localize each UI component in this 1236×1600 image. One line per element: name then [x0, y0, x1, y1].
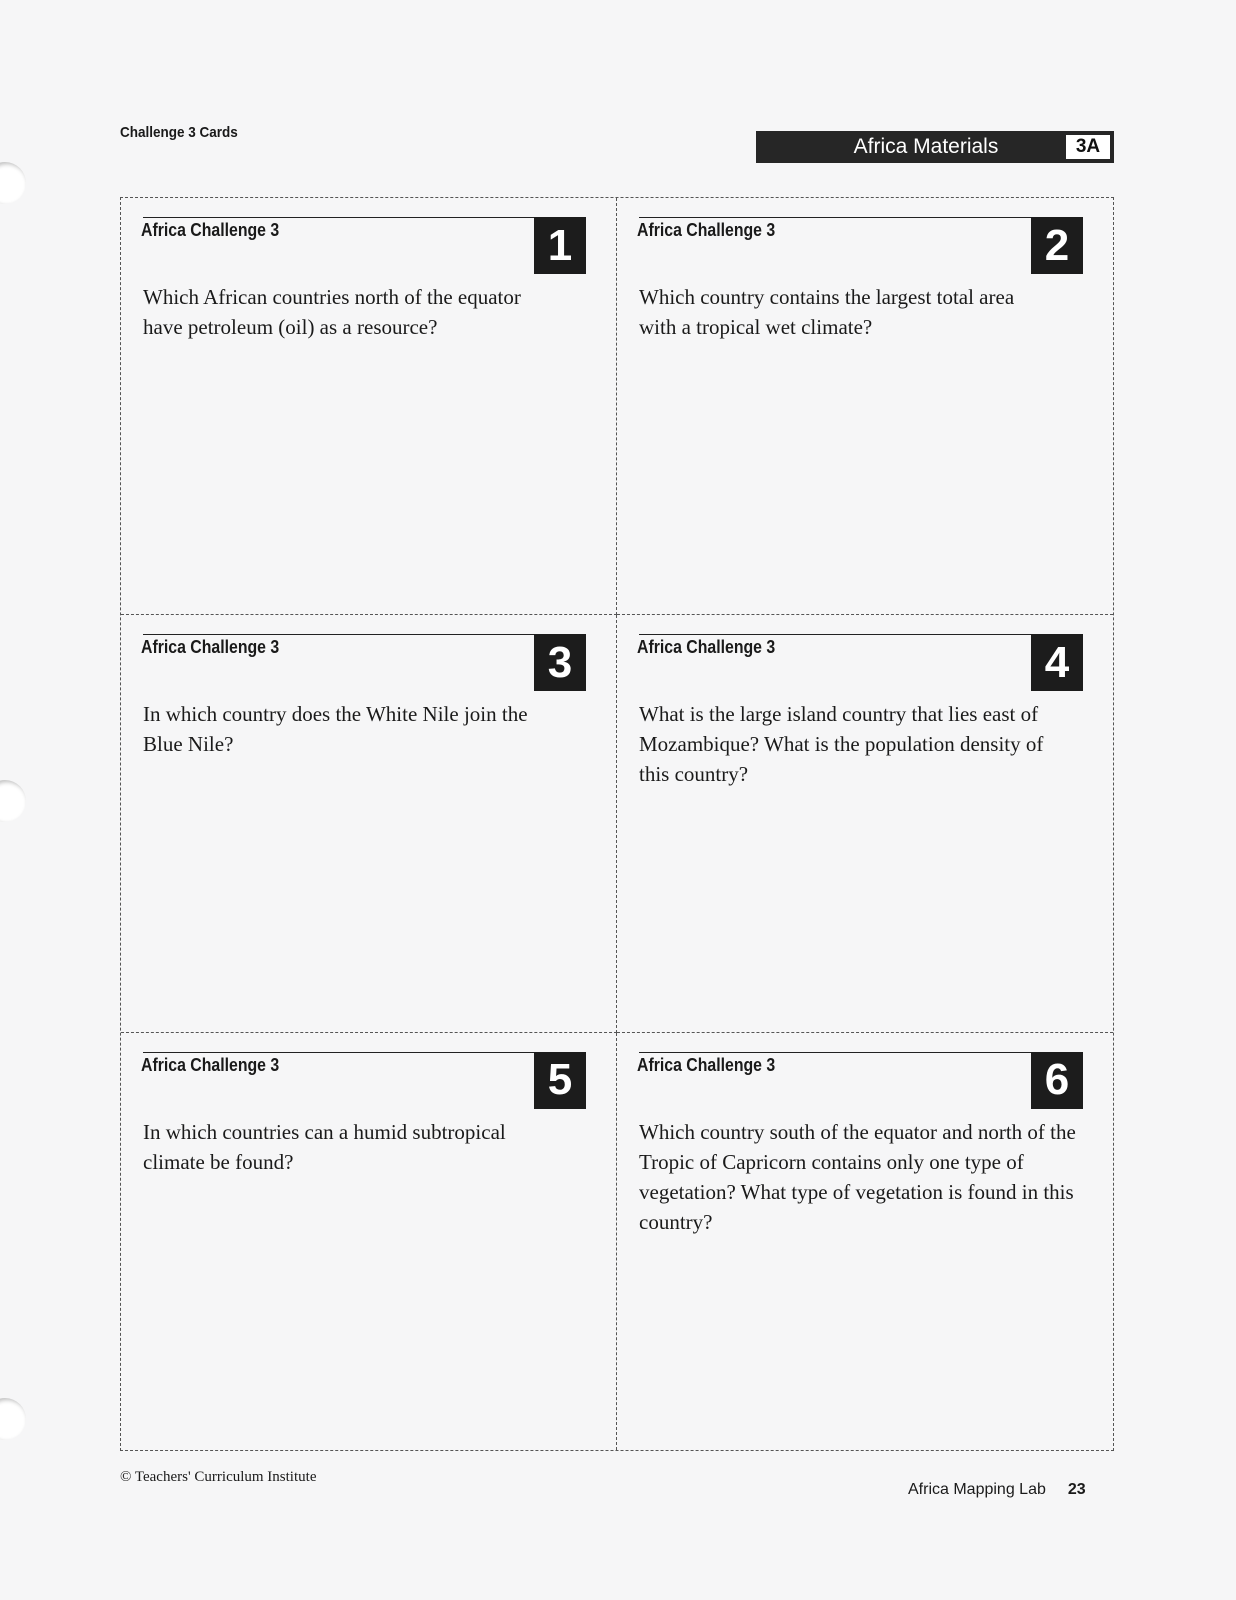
- page-footer: [908, 1481, 1086, 1499]
- challenge-card-6: [617, 1033, 1113, 1450]
- challenge-card-1: [121, 198, 617, 615]
- card-question: Which country contains the largest total area with a tropical wet climate?: [639, 285, 1015, 339]
- banner-title: Africa Materials: [853, 135, 999, 158]
- card-rule: [143, 634, 586, 635]
- challenge-card-5: [121, 1033, 617, 1450]
- section-label: Challenge 3 Cards: [120, 124, 238, 141]
- card-title: Africa Challenge 3: [637, 637, 776, 658]
- card-question: What is the large island country that lies east of Mozambique? What is the population density of this country?: [639, 702, 1044, 787]
- card-number-badge: 1: [534, 217, 586, 274]
- card-title: Africa Challenge 3: [141, 637, 280, 658]
- card-number-badge: 2: [1031, 217, 1083, 274]
- card-question: Which country south of the equator and north of the Tropic of Capricorn contains only one type of vegetation? What type of vegetation is found in this country?: [639, 1119, 1076, 1234]
- page-number: 23: [1067, 1481, 1086, 1498]
- challenge-card-2: [617, 198, 1113, 615]
- card-title: Africa Challenge 3: [637, 1054, 776, 1075]
- card-question: Which African countries north of the equator have petroleum (oil) as a resource?: [143, 285, 521, 339]
- card-rule: [639, 217, 1083, 218]
- card-rule: [639, 634, 1083, 635]
- punch-hole-middle: [0, 780, 26, 822]
- card-number-badge: 5: [534, 1052, 586, 1109]
- card-question: In which countries can a humid subtropical climate be found?: [143, 1119, 506, 1174]
- banner-code: 3A: [1066, 135, 1110, 159]
- card-number-badge: 3: [534, 634, 586, 691]
- book-title: Africa Mapping Lab: [908, 1481, 1046, 1498]
- card-title: Africa Challenge 3: [141, 1054, 280, 1075]
- challenge-card-3: [121, 615, 617, 1032]
- card-rule: [143, 217, 586, 218]
- punch-hole-top: [0, 162, 26, 204]
- card-rule: [143, 1052, 586, 1053]
- card-number-badge: 4: [1031, 634, 1083, 691]
- card-title: Africa Challenge 3: [637, 220, 776, 240]
- copyright-notice: © Teachers' Curriculum Institute: [120, 1469, 317, 1485]
- card-title: Africa Challenge 3: [141, 220, 280, 240]
- card-question: In which country does the White Nile join the Blue Nile?: [143, 702, 528, 757]
- card-rule: [639, 1052, 1083, 1053]
- card-grid: [120, 197, 1114, 1451]
- punch-hole-bottom: [0, 1398, 26, 1440]
- card-number-badge: 6: [1031, 1052, 1083, 1109]
- challenge-card-4: [617, 615, 1113, 1032]
- materials-banner: [756, 131, 1114, 163]
